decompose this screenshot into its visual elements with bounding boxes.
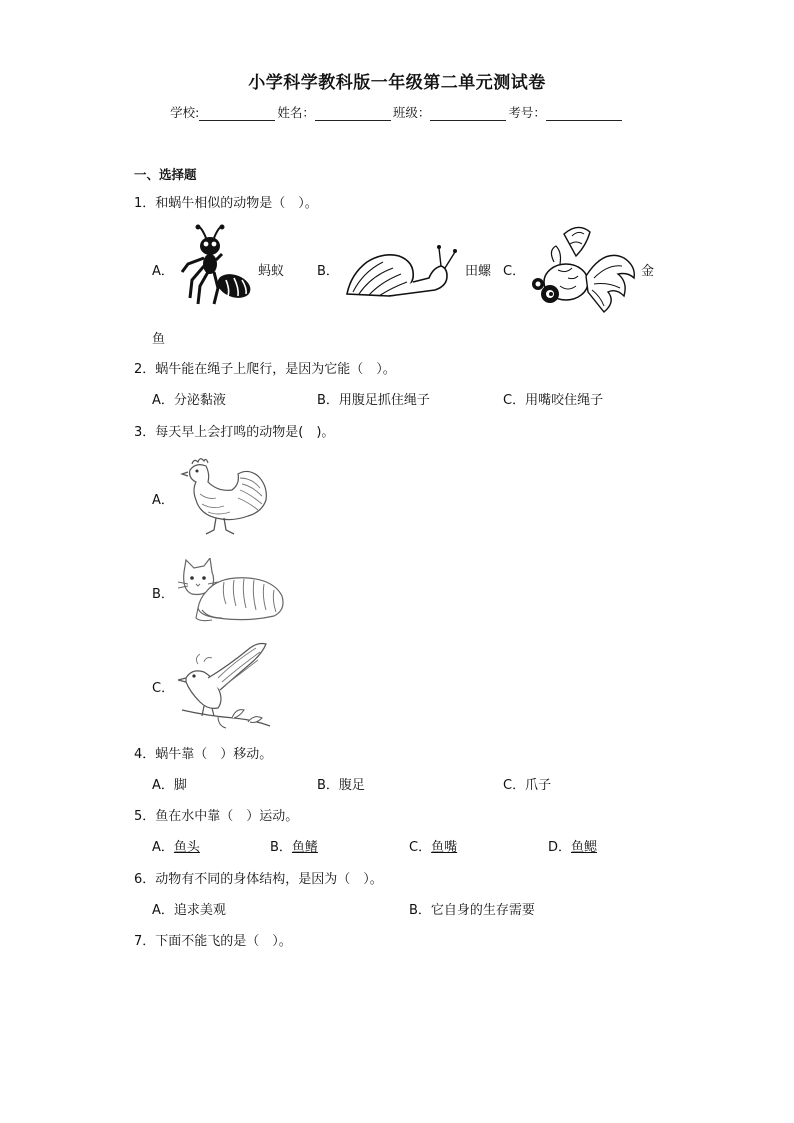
- q5-option-b[interactable]: [270, 836, 318, 855]
- q6-option-a[interactable]: [152, 899, 226, 918]
- q2-option-a-letter: A．: [152, 393, 174, 408]
- q5-option-a[interactable]: [152, 836, 200, 855]
- q2-option-c-letter: C．: [503, 393, 526, 408]
- question-1: 1．和蜗牛相似的动物是（ ）。: [134, 196, 318, 211]
- q4-option-c-text: 爪子: [525, 778, 552, 793]
- section-heading: 一、选择题: [134, 167, 197, 182]
- q5-option-b-letter: B．: [270, 840, 292, 855]
- snail-icon: [343, 238, 463, 300]
- q1-option-c-letter: C．: [503, 264, 526, 279]
- name-field[interactable]: [315, 106, 391, 121]
- q5-option-a-letter: A．: [152, 840, 174, 855]
- ant-icon: [178, 224, 258, 306]
- q6-option-b-letter: B．: [409, 903, 431, 918]
- q4-option-b-text: 腹足: [338, 778, 365, 793]
- q5-option-d[interactable]: [548, 836, 597, 855]
- q3-option-c-letter: C．: [152, 681, 175, 696]
- q1-option-c-text-cont: 鱼: [152, 332, 166, 347]
- question-6: 6．动物有不同的身体结构，是因为（ ）。: [134, 872, 383, 887]
- q1-option-a-letter: A．: [152, 264, 174, 279]
- name-label: 姓名：: [277, 105, 315, 120]
- q1-option-b-text: 田螺: [465, 264, 492, 279]
- goldfish-icon: [524, 222, 640, 316]
- q5-option-a-text: 鱼头: [173, 840, 200, 855]
- q2-option-c[interactable]: [503, 389, 603, 408]
- question-3: 3．每天早上会打鸣的动物是( )。: [134, 425, 335, 440]
- q4-option-c[interactable]: [503, 774, 551, 793]
- q2-option-c-text: 用嘴咬住绳子: [525, 393, 604, 408]
- q6-option-b[interactable]: [409, 899, 535, 918]
- q3-option-a-letter: A．: [152, 493, 174, 508]
- q6-option-a-letter: A．: [152, 903, 174, 918]
- q2-option-a[interactable]: [152, 389, 226, 408]
- q5-option-d-text: 鱼鳃: [571, 840, 598, 855]
- q4-option-a-text: 脚: [173, 778, 187, 793]
- q6-option-b-text: 它自身的生存需要: [430, 903, 535, 918]
- q2-option-a-text: 分泌黏液: [173, 393, 226, 408]
- class-field[interactable]: [430, 106, 506, 121]
- student-info-line: [0, 103, 794, 121]
- school-field[interactable]: [199, 106, 275, 121]
- q4-option-b-letter: B．: [317, 778, 339, 793]
- question-5: 5．鱼在水中靠（ ）运动。: [134, 809, 299, 824]
- q1-option-b-letter: B．: [317, 264, 339, 279]
- number-field[interactable]: [546, 106, 622, 121]
- q4-option-a-letter: A．: [152, 778, 174, 793]
- q2-option-b-letter: B．: [317, 393, 339, 408]
- question-2: 2．蜗牛能在绳子上爬行，是因为它能（ ）。: [134, 362, 396, 377]
- q5-option-b-text: 鱼鳍: [291, 840, 318, 855]
- q4-option-a[interactable]: [152, 774, 187, 793]
- q6-option-a-text: 追求美观: [173, 903, 226, 918]
- question-7: 7．下面不能飞的是（ ）。: [134, 934, 292, 949]
- q5-option-d-letter: D．: [548, 840, 572, 855]
- q5-option-c[interactable]: [409, 836, 457, 855]
- q1-option-a-text: 蚂蚁: [258, 264, 285, 279]
- q5-option-c-letter: C．: [409, 840, 432, 855]
- page-title: 小学科学教科版一年级第二单元测试卷: [248, 73, 546, 93]
- q1-option-c-text: 金: [641, 264, 655, 279]
- question-4: 4．蜗牛靠（ ）移动。: [134, 747, 273, 762]
- number-label: 考号：: [508, 105, 546, 120]
- q3-option-b-letter: B．: [152, 587, 174, 602]
- q2-option-b[interactable]: [317, 389, 430, 408]
- q4-option-b[interactable]: [317, 774, 365, 793]
- q2-option-b-text: 用腹足抓住绳子: [338, 393, 430, 408]
- q5-option-c-text: 鱼嘴: [431, 840, 458, 855]
- q4-option-c-letter: C．: [503, 778, 526, 793]
- bird-icon: [178, 638, 274, 732]
- cat-icon: [178, 558, 290, 624]
- rooster-icon: [178, 456, 272, 538]
- school-label: 学校:: [170, 105, 200, 120]
- class-label: 班级：: [392, 105, 431, 120]
